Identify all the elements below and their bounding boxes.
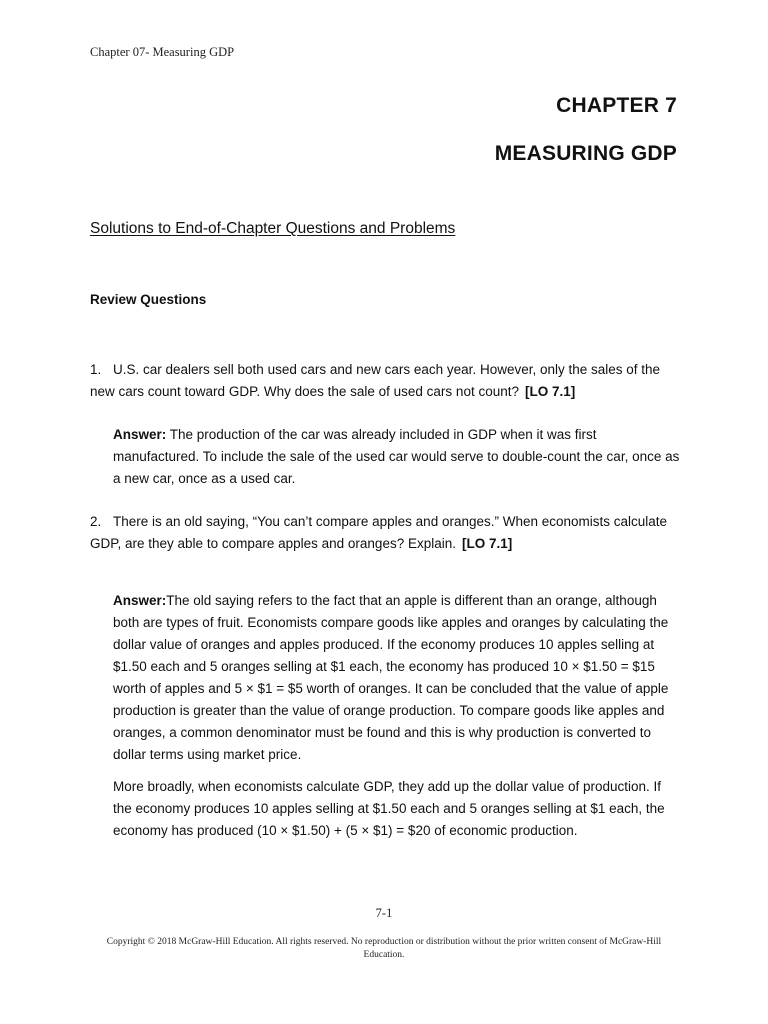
learning-objective-tag: [LO 7.1] [524, 384, 576, 399]
answer-text: The production of the car was already included in GDP when it was first manufactured. To include the sale of the used car would serve to double-count the car, once as a new car, once as a used car. [113, 427, 680, 486]
copyright-notice: Copyright © 2018 McGraw-Hill Education. All rights reserved. No reproduction or distribution without the prior written consent of McGraw-Hill Education. [106, 937, 662, 960]
learning-objective-tag: [LO 7.1] [461, 536, 513, 551]
question-2 [90, 511, 680, 555]
subsection-title: Review Questions [90, 292, 207, 307]
question-text: There is an old saying, “You can’t compare apples and oranges.” When economists calculate GDP, are they able to compare apples and oranges? Explain. [90, 514, 668, 551]
answer-2-paragraph-2: More broadly, when economists calculate GDP, they add up the dollar value of production. If the economy produces 10 apples selling at $1.50 each and 5 oranges selling at $1 each, the economy has produced (10 × $1.50) + (5 × $1) = $20 of economic production. [113, 779, 665, 838]
question-1 [90, 359, 680, 403]
chapter-title: MEASURING GDP [494, 142, 677, 165]
chapter-number: CHAPTER 7 [556, 94, 677, 117]
question-text: U.S. car dealers sell both used cars and new cars each year. However, only the sales of the new cars count toward GDP. Why does the sale of used cars not count? [90, 362, 661, 399]
answer-1 [113, 424, 681, 490]
answer-label: Answer: [113, 427, 167, 442]
answer-label: Answer: [113, 593, 167, 608]
answer-2 [113, 590, 681, 766]
running-header: Chapter 07- Measuring GDP [90, 45, 235, 59]
section-title: Solutions to End-of-Chapter Questions and Problems [90, 220, 456, 237]
question-number: 1. [90, 362, 102, 377]
page-number: 7-1 [375, 906, 393, 920]
answer-text: The old saying refers to the fact that an apple is different than an orange, although both are types of fruit. Economists compare goods like apples and oranges by calculating the dollar value of oranges and apples produced. If the economy produces 10 apples selling at $1.50 each and 5 oranges selling at $1 each, the economy has produced 10 × $1.50 = $15 worth of apples and 5 × $1 = $5 worth of oranges. It can be concluded that the value of apple production is greater than the value of orange production. To compare goods like apples and oranges, a common denominator must be found and this is why production is converted to dollar terms using market price. [113, 593, 669, 762]
question-number: 2. [90, 514, 102, 529]
